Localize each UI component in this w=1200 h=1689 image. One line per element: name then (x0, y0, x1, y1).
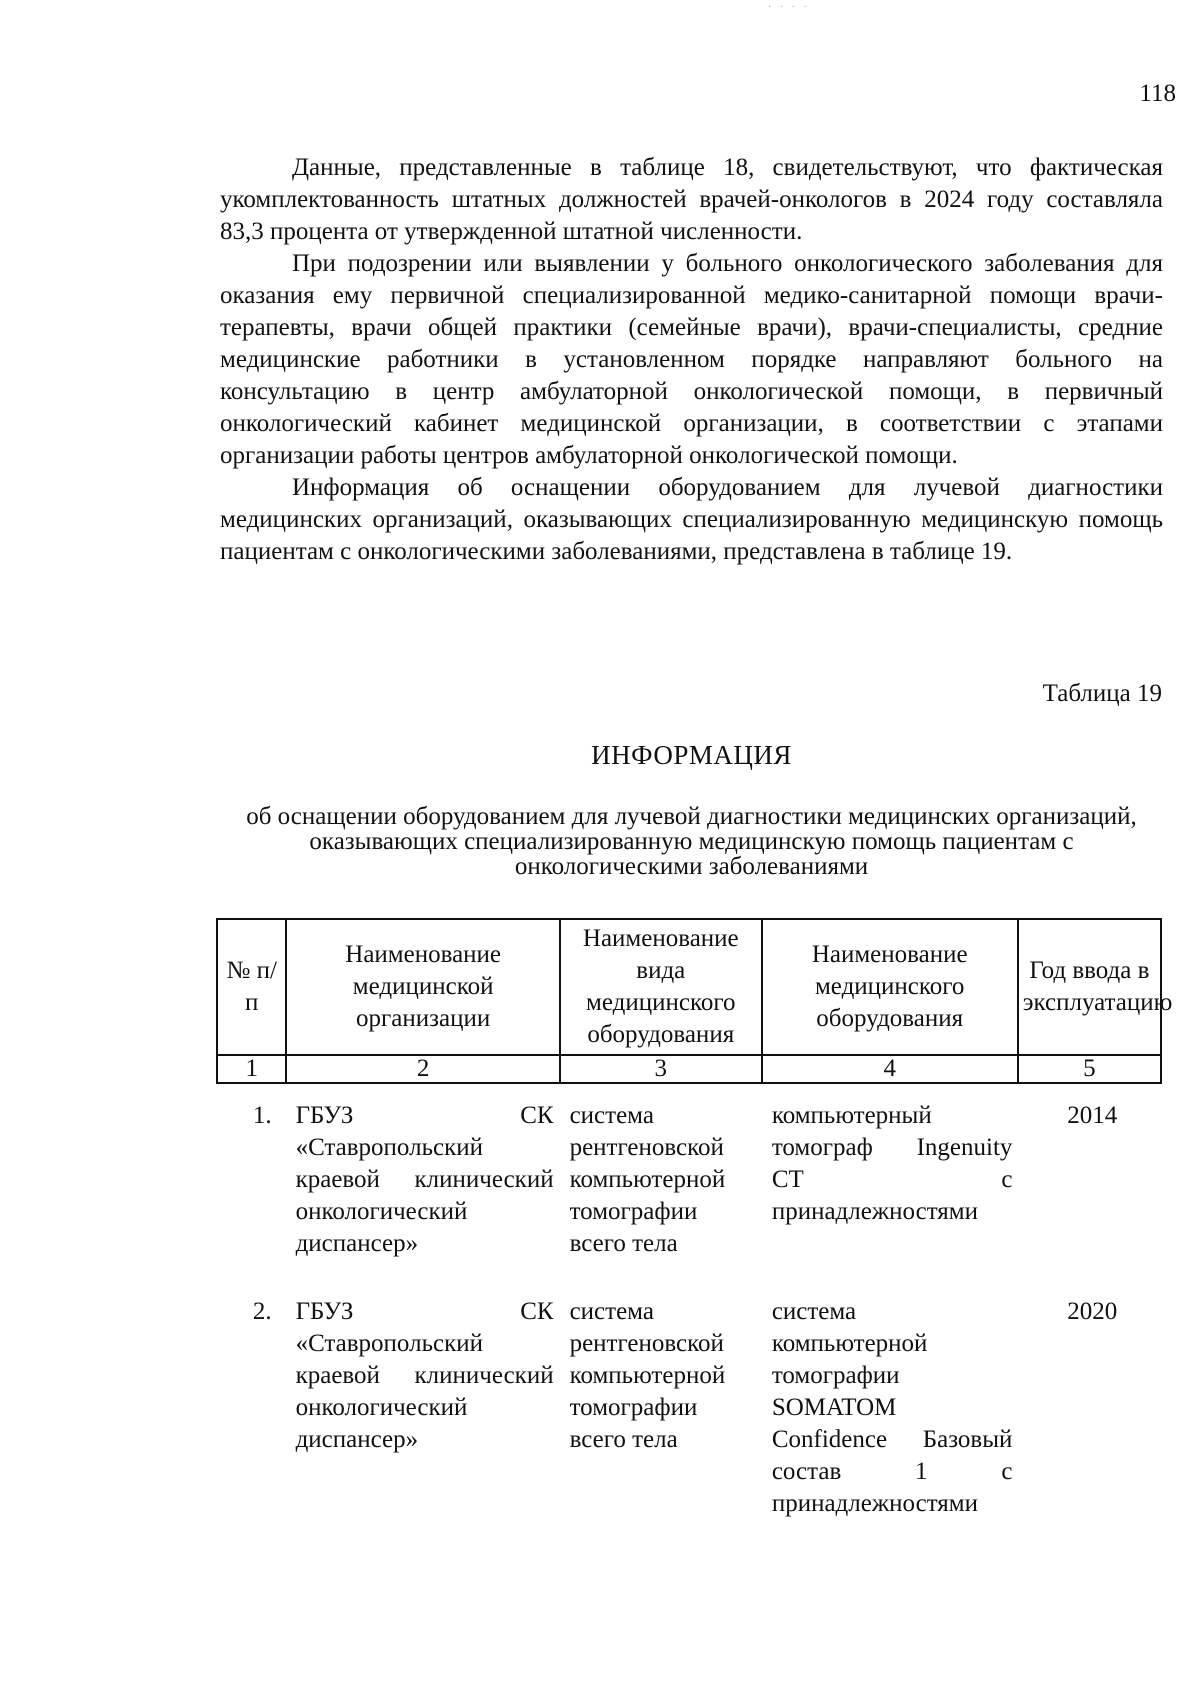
cell-equipment-name: компьютерный томограф Ingenuity CT с принадлежностями (771, 1102, 1013, 1225)
header-cell-equipment-name: Наименование медицинского оборудования (762, 919, 1018, 1055)
cell-year: 2020 (1067, 1298, 1118, 1325)
column-number: 1 (217, 1055, 286, 1083)
table-body (216, 1100, 1162, 1520)
column-number: 4 (762, 1055, 1018, 1083)
row-spacer (216, 1260, 1162, 1296)
header-row (217, 919, 1161, 1055)
cell-equipment-name: система компьютерной томографии SOMATOM Confidence Базовый состав 1 с принадлежностями (771, 1298, 1013, 1517)
page-number: 118 (1139, 80, 1176, 107)
column-number: 2 (286, 1055, 559, 1083)
table-label: Таблица 19 (1042, 680, 1162, 707)
table-title: ИНФОРМАЦИЯ (591, 740, 792, 770)
body-text (220, 152, 1163, 568)
table-row (216, 1296, 1162, 1520)
header-cell-equipment-type: Наименование вида медицинского оборудования (560, 919, 762, 1055)
paragraph: Данные, представленные в таблице 18, свидетельствуют, что фактическая укомплектованность штатных должностей врачей-онкологов в 2024 году составляла 83,3 процента от утвержденной штатной численности. (220, 154, 1163, 245)
column-number-row (217, 1055, 1161, 1083)
column-number: 5 (1018, 1055, 1161, 1083)
cell-organization: ГБУЗ СК «Ставропольский краевой клинический онкологический диспансер» (295, 1102, 554, 1257)
cell-year: 2014 (1067, 1102, 1118, 1129)
cell-equipment-type: система рентгеновской компьютерной томографии всего тела (569, 1102, 726, 1257)
header-cell-organization: Наименование медицинской организации (286, 919, 559, 1055)
table-header (216, 918, 1173, 1084)
column-number: 3 (560, 1055, 762, 1083)
paragraph: Информация об оснащении оборудованием для лучевой диагностики медицинских организаций, оказывающих специализированную медицинскую помощь пациентам с онкологическими заболеваниями, представлена в таблице 19. (220, 474, 1163, 565)
table-subtitle: об оснащении оборудованием для лучевой диагностики медицинских организаций, оказывающих специализированную медицинскую помощь пациентам с онкологическими заболеваниями (246, 803, 1137, 880)
scan-artifact: · · · · (768, 2, 810, 13)
paragraph: При подозрении или выявлении у больного онкологического заболевания для оказания ему первичной специализированной медико-санитарной помощи врачи-терапевты, врачи общей практики (семейные врачи), врачи-специалисты, средние медицинские работники в установленном порядке направляют больного на консультацию в центр амбулаторной онкологической помощи, в первичный онкологический кабинет медицинской организации, в соответствии с этапами организации работы центров амбулаторной онкологической помощи. (220, 250, 1163, 469)
cell-equipment-type: система рентгеновской компьютерной томографии всего тела (569, 1298, 726, 1453)
header-cell-year: Год ввода в эксплуатацию (1018, 919, 1161, 1055)
header-cell-number: № п/п (217, 919, 286, 1055)
cell-organization: ГБУЗ СК «Ставропольский краевой клинический онкологический диспансер» (295, 1298, 554, 1453)
cell-number: 1. (252, 1102, 272, 1129)
table-row (216, 1100, 1162, 1260)
cell-number: 2. (252, 1298, 272, 1325)
